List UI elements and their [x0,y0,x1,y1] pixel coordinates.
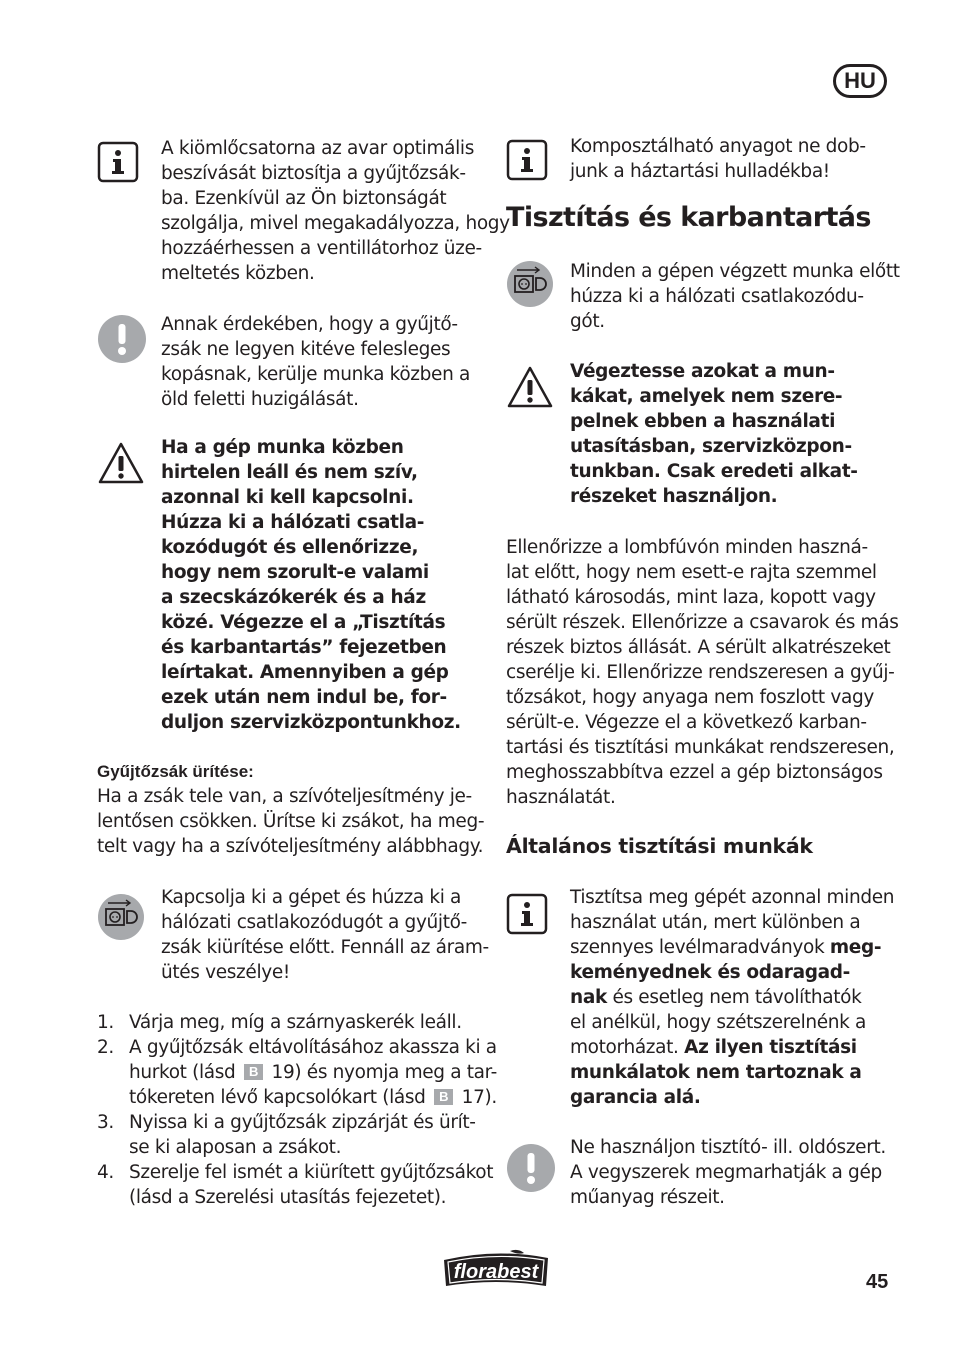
text-run: szennyes levélmaradványok [570,937,830,958]
text-line: meghosszabbítva ezzel a gép biztonságos [506,762,883,783]
note-text [570,1135,886,1210]
text-line: leírtakat. Amennyiben a gép [161,662,449,683]
caution-icon [97,314,147,364]
text-line: Húzza ki a hálózati csatla- [161,512,425,533]
emptying-steps [97,1010,498,1210]
text-line: Ellenőrizze a lombfúvón minden haszná- [506,537,868,558]
text-line: Nyissa ki a gyűjtőzsák zipzárját és ürít- [129,1112,476,1133]
emptying-heading: Gyűjtőzsák ürítése: [97,762,254,781]
text-line: közé. Végezze el a „Tisztítás [161,612,446,633]
text-line: A gyűjtőzsák eltávolításához akassza ki a [129,1037,497,1058]
unplug-note-maintenance [506,259,900,334]
text-run: Tisztítsa meg gépét azonnal minden [570,887,895,908]
text-line [570,960,894,985]
text-line: azonnal ki kell kapcsolni. [161,487,414,508]
text-line: látható károsodás, mint laza, kopott vagy [506,587,876,608]
text-line: Ne használjon tisztító- ill. oldószert. [570,1137,886,1158]
text-line: kozódugót és ellenőrizze, [161,537,419,558]
bold-text: keményednek és odaragad- [570,962,850,983]
step-number: 4. [97,1162,114,1183]
text-line: a szecskázókerék és a ház [161,587,426,608]
list-item [97,1010,482,1035]
language-badge: HU [833,64,887,98]
maintenance-paragraph [506,535,899,810]
text-line: Szerelje fel ismét a kiürített gyűjtőzsákot [129,1162,494,1183]
text-line: Minden a gépen végzett munka előtt [570,261,900,282]
text-line: részeket használjon. [570,486,778,507]
text-line: pelnek ebben a használati [570,411,836,432]
list-item [97,1160,494,1210]
note-text [570,259,900,334]
text-line: műanyag részeit. [570,1187,725,1208]
text-line: gót. [570,311,605,332]
info-icon [97,141,139,183]
step-text [129,1010,462,1035]
text-line: zsák kiürítése előtt. Fennáll az áram- [161,937,489,958]
text-line: öld feletti huzigálását. [161,389,359,410]
step-text [129,1110,476,1160]
step-text [129,1160,493,1210]
text-line: tókereten lévő kapcsolókart (lásd B 17). [129,1087,497,1108]
steps-list [97,1010,498,1210]
step-number: 2. [97,1037,114,1058]
text-line [570,1010,894,1035]
text-line: lentősen csökken. Ürítse ki zsákot, ha meg- [97,811,485,832]
text-line: kákat, amelyek nem szere- [570,386,843,407]
list-item [97,1035,498,1110]
text-run: motorházat. [570,1037,685,1058]
step-number: 3. [97,1112,114,1133]
text-line: ütés veszélye! [161,962,290,983]
paragraph-text [506,535,899,810]
text-line [570,1060,894,1085]
sub-title: Általános tisztítási munkák [506,834,813,858]
text-line [570,885,894,910]
step-number: 1. [97,1012,114,1033]
bold-text: meg- [829,937,882,958]
caution-note-bag [97,312,482,412]
figure-reference-badge: B [434,1089,453,1105]
warning-text [570,359,858,509]
text-line [570,1035,894,1060]
bold-text: munkálatok nem tartoznak a [570,1062,862,1083]
unplug-icon [97,893,145,941]
text-line: ba. Ezenkívül az Ön biztonságát [161,188,447,209]
text-line: tunkban. Csak eredeti alkat- [570,461,858,482]
text-run: el anélkül, hogy szétszerelnénk a [570,1012,867,1033]
text-line: junk a háztartási hulladékba! [570,161,830,182]
warning-note-service [506,359,891,509]
text-line: Végeztesse azokat a mun- [570,361,835,382]
text-line: ezek után nem indul be, for- [161,687,447,708]
text-line: se ki alaposan a zsákot. [129,1137,342,1158]
text-line: szolgálja, mivel megakadályozza, hogy [161,213,510,234]
note-text [570,134,866,184]
text-line: Ha a zsák tele van, a szívóteljesítmény je- [97,786,472,807]
text-line: húzza ki a hálózati csatlakozódu- [570,286,864,307]
info-note-cleaning [506,885,895,1110]
warning-note-jam [97,435,482,735]
text-line: hurkot (lásd B 19) és nyomja meg a tar- [129,1062,498,1083]
text-line: A kiömlőcsatorna az avar optimális [161,138,474,159]
text-line: használatát. [506,787,616,808]
text-line [570,910,894,935]
note-text [161,136,510,286]
text-line: kopásnak, kerülje munka közben a [161,364,470,385]
text-line: sérült részek. Ellenőrizze a csavarok és más [506,612,899,633]
text-line: hogy nem szorult-e valami [161,562,429,583]
text-line: (lásd a Szerelési utasítás fejezetet). [129,1187,447,1208]
text-line: Komposztálható anyagot ne dob- [570,136,866,157]
text-line: Kapcsolja ki a gépet és húzza ki a [161,887,462,908]
text-line: Annak érdekében, hogy a gyűjtő- [161,314,458,335]
step-text [129,1035,497,1110]
list-item [97,1110,482,1160]
florabest-logo [440,1248,552,1290]
figure-reference-badge: B [244,1064,263,1080]
text-line: duljon szervizközpontunkhoz. [161,712,461,733]
sub-title-block [506,833,891,859]
section-title-block [506,201,891,235]
text-line: zsák ne legyen kitéve felesleges [161,339,451,360]
text-line [570,935,894,960]
text-line: cserélje ki. Ellenőrizze rendszeresen a gyűj- [506,662,895,683]
text-line: telt vagy ha a szívóteljesítmény alábbhagy. [97,836,484,857]
bold-text: garancia alá. [570,1087,701,1108]
text-line: meltetés közben. [161,263,315,284]
bold-text: nak [570,987,607,1008]
text-line: Várja meg, míg a szárnyaskerék leáll. [129,1012,462,1033]
section-title: Tisztítás és karbantartás [506,202,871,233]
text-line: tőzsákot, hogy anyaga nem foszlott vagy [506,687,874,708]
text-line: A vegyszerek megmarhatják a gép [570,1162,882,1183]
text-line: sérült-e. Végezze el a következő karban- [506,712,867,733]
text-line: utasításban, szervizközpon- [570,436,852,457]
info-note-compost [506,134,891,184]
text-line: lat előtt, hogy nem esett-e rajta szemmel [506,562,877,583]
unplug-icon [506,260,554,308]
text-line [570,985,894,1010]
unplug-note-emptying [97,885,489,985]
warning-triangle-icon [97,441,145,485]
text-line: hálózati csatlakozódugót a gyűjtő- [161,912,467,933]
info-icon [506,893,548,935]
caution-icon [506,1143,556,1193]
info-icon [506,139,548,181]
text-line: Ha a gép munka közben [161,437,404,458]
text-line: hirtelen leáll és nem szív, [161,462,418,483]
warning-text [161,435,461,735]
text-line [570,1085,894,1110]
text-line: hozzáérhessen a ventillátorhoz üze- [161,238,482,259]
note-text [161,885,489,985]
warning-triangle-icon [506,365,554,409]
logo-text: florabest [453,1261,539,1283]
note-text [161,312,470,412]
text-line: beszívását biztosítja a gyűjtőzsák- [161,163,466,184]
info-note-outlet [97,136,510,286]
text-run: és esetleg nem távolíthatók [606,987,862,1008]
text-line: részek biztos állását. A sérült alkatrészeket [506,637,891,658]
text-line: tartási és tisztítási munkákat rendszeresen, [506,737,895,758]
text-run: használat után, mert különben a [570,912,861,933]
bold-text: Az ilyen tisztítási [684,1037,857,1058]
emptying-section [97,760,485,859]
text-line: és karbantartás” fejezetben [161,637,447,658]
caution-note-solvents [506,1135,891,1210]
page-number: 45 [866,1271,889,1293]
note-text [570,885,894,1110]
emptying-paragraph [97,784,485,859]
